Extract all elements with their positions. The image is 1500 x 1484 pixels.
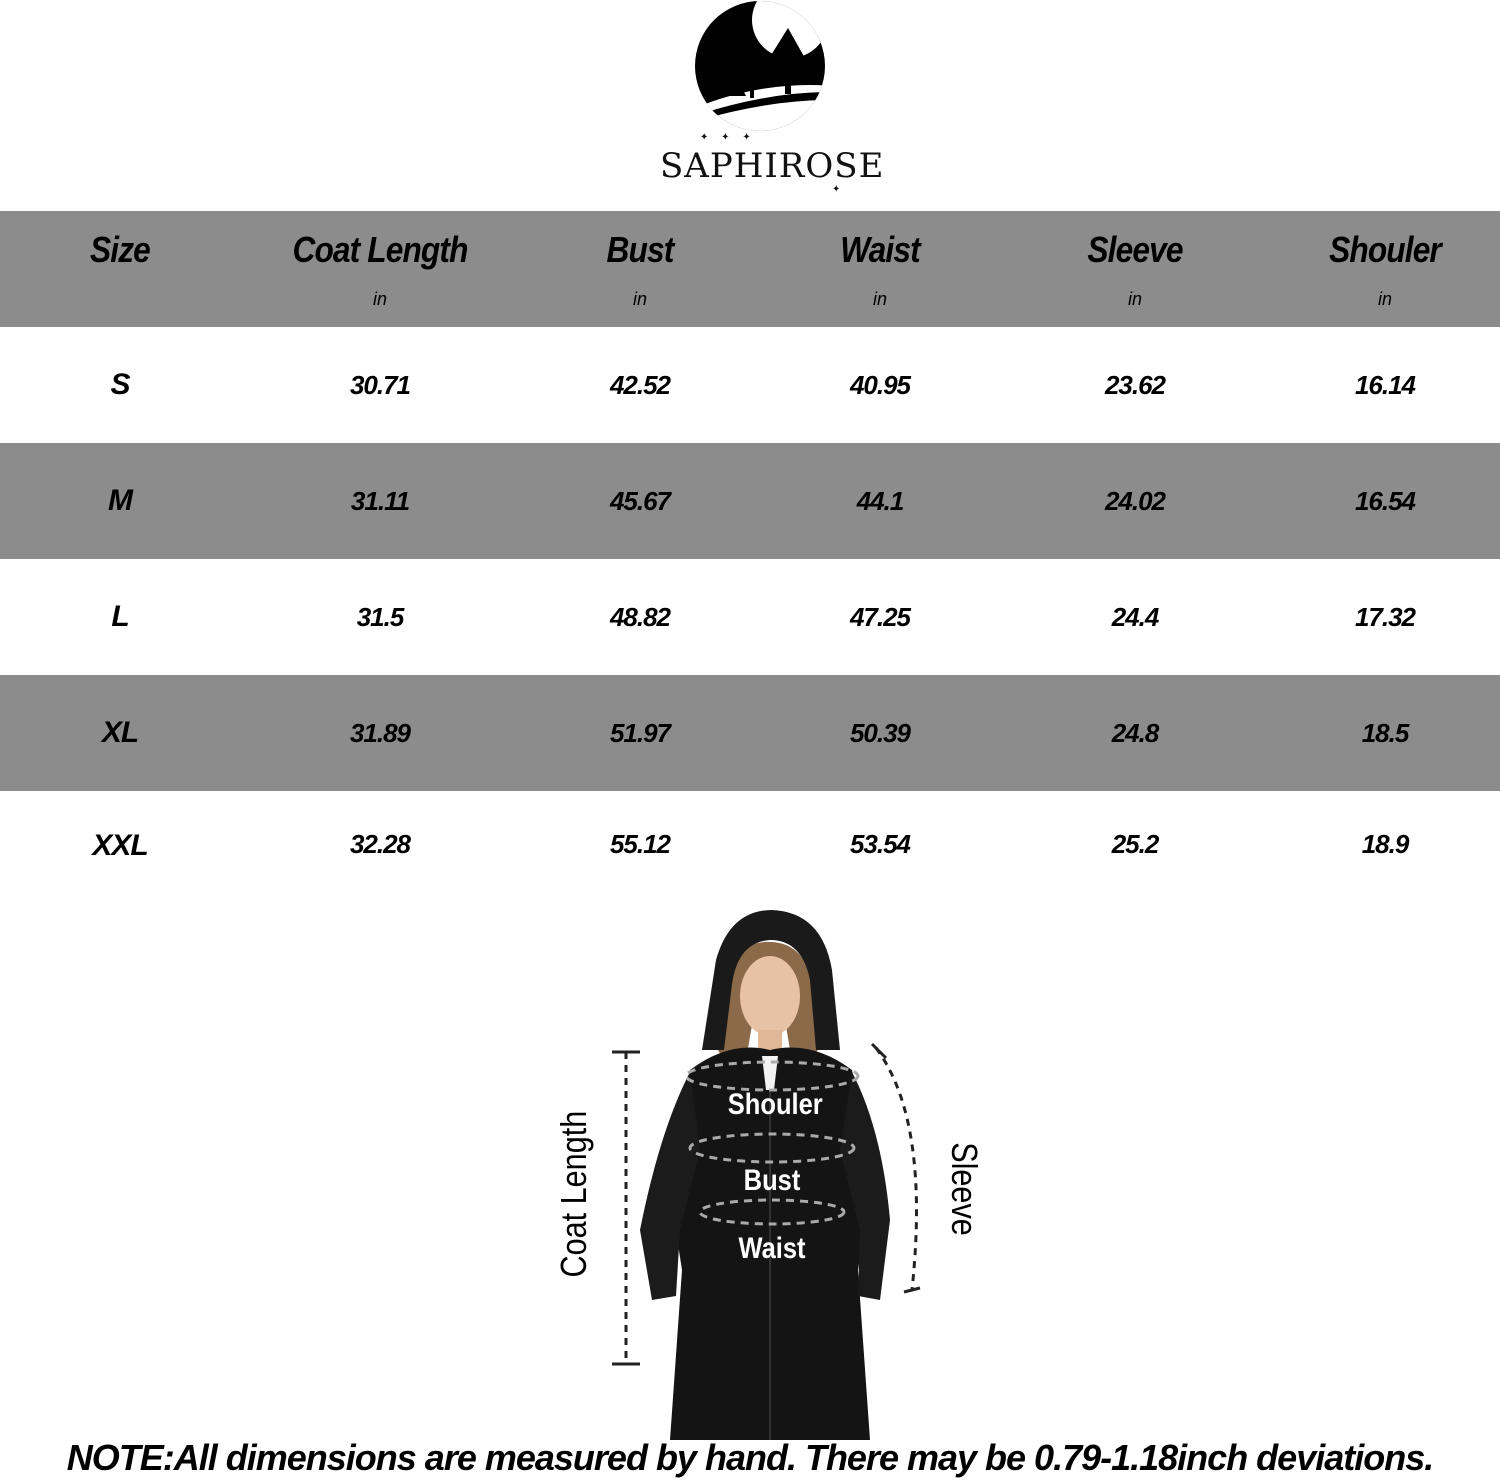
- cell-size: S: [110, 368, 130, 401]
- label-bust: Bust: [743, 1164, 801, 1197]
- cell-coat-length: 32.28: [349, 829, 411, 859]
- size-chart-table: [0, 211, 1500, 901]
- cell-shoulder: 18.9: [1361, 829, 1409, 859]
- cell-bust: 45.67: [609, 485, 671, 516]
- cell-coat-length: 31.5: [356, 601, 404, 632]
- table-row: [0, 327, 1500, 443]
- star-decoration: ✦: [832, 184, 841, 195]
- header-size: Size: [90, 228, 150, 270]
- table-row: [0, 443, 1500, 559]
- brand-name: SAPHIROSE: [660, 146, 885, 186]
- cell-sleeve: 23.62: [1104, 369, 1166, 400]
- measurement-note: NOTE:All dimensions are measured by hand. There may be 0.79-1.18inch deviations.: [66, 1437, 1434, 1478]
- cell-bust: 42.52: [609, 369, 671, 400]
- cell-waist: 50.39: [849, 717, 911, 748]
- cell-coat-length: 30.71: [349, 369, 411, 400]
- table-row: [0, 559, 1500, 675]
- cell-coat-length: 31.89: [349, 717, 411, 748]
- cell-shoulder: 17.32: [1354, 601, 1416, 632]
- cell-sleeve: 25.2: [1111, 829, 1159, 859]
- stars-decoration: ✦ ✦ ✦: [700, 132, 756, 143]
- header-shoulder: Shouler in: [1329, 228, 1441, 309]
- label-coat-length: Coat Length: [553, 1110, 594, 1278]
- table-row: [0, 675, 1500, 791]
- cell-size: XL: [101, 716, 139, 749]
- cell-waist: 44.1: [856, 485, 904, 516]
- label-waist: Waist: [738, 1232, 806, 1265]
- cell-shoulder: 18.5: [1361, 717, 1409, 748]
- cell-shoulder: 16.54: [1354, 485, 1416, 516]
- measurement-diagram: [540, 900, 1020, 1440]
- header-bust: Bust in: [606, 228, 674, 309]
- cell-coat-length: 31.11: [350, 485, 410, 516]
- cell-waist: 47.25: [849, 601, 911, 632]
- header-coat-length: Coat Length in: [292, 228, 468, 309]
- cell-bust: 55.12: [609, 829, 671, 859]
- cell-sleeve: 24.02: [1104, 485, 1166, 516]
- cell-sleeve: 24.8: [1111, 717, 1159, 748]
- header-sleeve: Sleeve in: [1087, 228, 1183, 309]
- cell-size: L: [111, 600, 129, 633]
- table-header-row: [0, 211, 1500, 327]
- cell-size: XXL: [92, 829, 148, 862]
- table-row: [0, 791, 1500, 901]
- cell-bust: 48.82: [609, 601, 671, 632]
- label-sleeve: Sleeve: [944, 1142, 985, 1236]
- label-shoulder: Shouler: [727, 1088, 823, 1121]
- cell-sleeve: 24.4: [1111, 601, 1159, 632]
- header-waist: Waist in: [840, 228, 920, 309]
- cell-waist: 53.54: [849, 829, 911, 859]
- cell-waist: 40.95: [849, 369, 911, 400]
- cell-bust: 51.97: [609, 717, 671, 748]
- cell-shoulder: 16.14: [1354, 369, 1416, 400]
- cell-size: M: [108, 484, 132, 517]
